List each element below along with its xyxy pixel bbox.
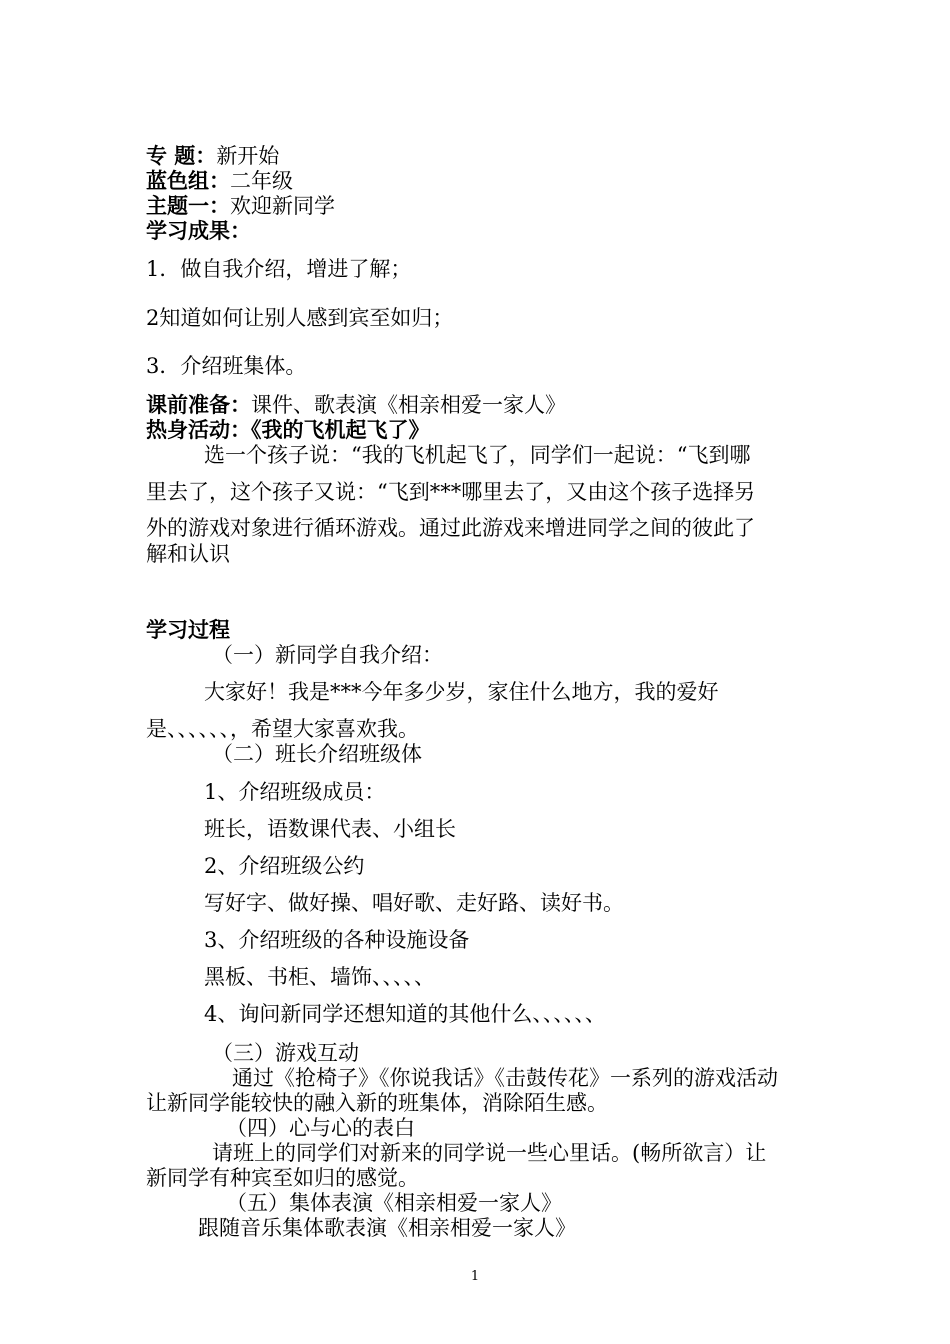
page-number: 1 <box>470 1269 480 1284</box>
class-item: 2、介绍班级公约 <box>204 854 365 878</box>
warmup-label: 热身活动：《我的飞机起飞了》 <box>146 417 430 442</box>
class-item: 写好字、做好操、唱好歌、走好路、读好书。 <box>204 891 624 915</box>
group-line <box>146 168 293 194</box>
class-item: 黑板、书柜、墙饰、、、、、 <box>204 965 435 989</box>
section-title: （四）心与心的表白 <box>226 1116 415 1140</box>
group-label: 蓝色组： <box>146 168 230 193</box>
prep-line <box>146 392 566 418</box>
warmup-text-line: 选一个孩子说：“我的飞机起飞了，同学们一起说：“飞到哪 <box>204 443 751 467</box>
section-text-line: 通过《抢椅子》《你说我话》《击鼓传花》一系列的游戏活动 <box>232 1066 778 1090</box>
warmup-text-line: 里去了，这个孩子又说：“飞到***哪里去了，又由这个孩子选择另 <box>146 480 756 504</box>
group-value: 二年级 <box>230 169 293 193</box>
theme-line <box>146 193 335 219</box>
section-text-line: 跟随音乐集体歌表演《相亲相爱一家人》 <box>198 1216 576 1240</box>
section-title: （五）集体表演《相亲相爱一家人》 <box>226 1191 562 1215</box>
class-item: 4、询问新同学还想知道的其他什么、、、、、、 <box>204 1002 606 1026</box>
outcomes-label: 学习成果： <box>146 218 251 243</box>
process-title: 学习过程 <box>146 617 230 642</box>
prep-value: 课件、歌表演《相亲相爱一家人》 <box>251 393 566 417</box>
class-item: 1、介绍班级成员： <box>204 780 386 804</box>
topic-line <box>146 143 279 169</box>
outcome-item: 1．做自我介绍，增进了解； <box>146 257 412 281</box>
section-text-line: 新同学有种宾至如归的感觉。 <box>146 1166 419 1190</box>
section-title: （二）班长介绍班级体 <box>212 742 422 766</box>
section-title: （一）新同学自我介绍： <box>212 643 443 667</box>
class-item: 班长，语数课代表、小组长 <box>204 817 456 841</box>
section-title: （三）游戏互动 <box>212 1041 359 1065</box>
outcome-item: 3．介绍班集体。 <box>146 354 307 378</box>
section-text-line: 是、、、、、、，希望大家喜欢我。 <box>146 717 419 741</box>
warmup-text-line: 外的游戏对象进行循环游戏。通过此游戏来增进同学之间的彼此了 <box>146 516 755 540</box>
section-text-line: 请班上的同学们对新来的同学说一些心里话。(畅所欲言）让 <box>212 1141 767 1165</box>
topic-value: 新开始 <box>216 144 280 168</box>
prep-label: 课前准备： <box>146 392 251 417</box>
section-text-line: 让新同学能较快的融入新的班集体，消除陌生感。 <box>146 1091 608 1115</box>
topic-label: 专 题： <box>146 143 217 168</box>
theme-value: 欢迎新同学 <box>230 194 335 218</box>
class-item: 3、介绍班级的各种设施设备 <box>204 928 470 952</box>
section-text-line: 大家好！我是***今年多少岁，家住什么地方，我的爱好 <box>204 680 719 704</box>
theme-label: 主题一： <box>146 193 230 218</box>
warmup-text-line: 解和认识 <box>146 542 230 566</box>
outcome-item: 2知道如何让别人感到宾至如归； <box>146 306 454 330</box>
